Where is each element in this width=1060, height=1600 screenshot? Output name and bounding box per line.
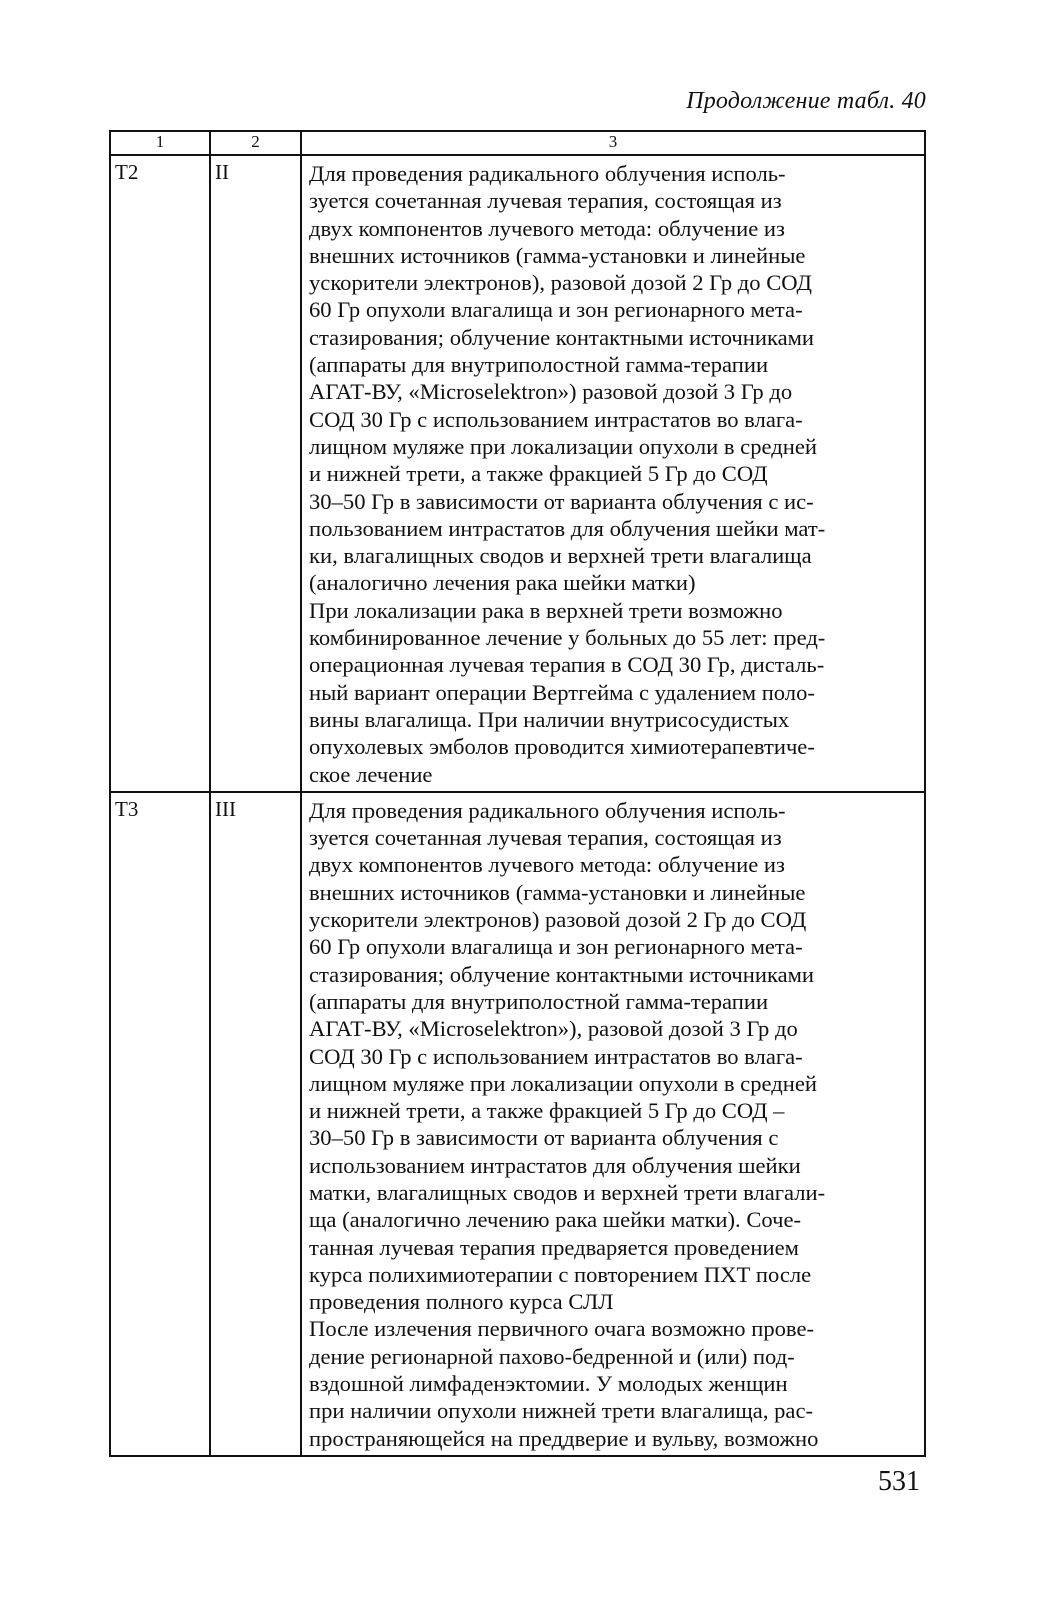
- text-line: операционная лучевая терапия в СОД 30 Гр, дисталь-: [309, 652, 825, 678]
- text-line: танная лучевая терапия предваряется проведением: [309, 1234, 799, 1260]
- text-line: СОД 30 Гр с использованием интрастатов во влага-: [309, 406, 803, 432]
- text-line: стазирования; облучение контактными источниками: [309, 961, 815, 987]
- text-line: (аппараты для внутриполостной гамма-терапии: [309, 988, 769, 1014]
- text-line: пользованием интрастатов для облучения шейки мат-: [309, 515, 826, 541]
- text-line: дение регионарной пахово-бедренной и (или) под-: [309, 1343, 795, 1369]
- text-line: при наличии опухоли нижней трети влагалища, рас-: [309, 1398, 814, 1424]
- text-line: и нижней трети, а также фракцией 5 Гр до СОД: [309, 461, 768, 487]
- text-line: лищном муляже при локализации опухоли в средней: [309, 433, 817, 459]
- text-line: (аппараты для внутриполостной гамма-терапии: [309, 352, 769, 378]
- text-line: 30–50 Гр в зависимости от варианта облучения с: [309, 1125, 779, 1151]
- text-line: 60 Гр опухоли влагалища и зон регионарного мета-: [309, 934, 803, 960]
- text-line: зуется сочетанная лучевая терапия, состоящая из: [309, 825, 782, 851]
- text-line: использованием интрастатов для облучения шейки: [309, 1152, 801, 1178]
- text-line: ускорители электронов) разовой дозой 2 Гр до СОД: [309, 907, 807, 933]
- column-header-3: 3: [301, 131, 925, 155]
- treatment-paragraph: [309, 797, 918, 1316]
- text-line: внешних источников (гамма-установки и линейные: [309, 879, 806, 905]
- text-line: ускорители электронов), разовой дозой 2 Гр до СОД: [309, 270, 812, 296]
- treatment-table: [109, 130, 926, 1457]
- text-line: ща (аналогично лечению рака шейки матки). Соче-: [309, 1207, 802, 1233]
- text-line: опухолевых эмболов проводится химиотерапевтиче-: [309, 734, 815, 760]
- treatment-paragraph: [309, 1315, 918, 1451]
- tnm-stage-cell: T2: [110, 155, 210, 792]
- text-line: АГАТ-ВУ, «Microselektron»), разовой дозой 3 Гр до: [309, 1016, 798, 1042]
- treatment-description-cell: [301, 792, 925, 1456]
- treatment-description-cell: [301, 155, 925, 792]
- treatment-paragraph: [309, 597, 918, 788]
- figo-stage-cell: II: [210, 155, 301, 792]
- column-header-2: 2: [210, 131, 301, 155]
- tnm-stage-cell: T3: [110, 792, 210, 1456]
- text-line: СОД 30 Гр с использованием интрастатов во влага-: [309, 1043, 803, 1069]
- table-continuation-caption: Продолжение табл. 40: [686, 88, 926, 114]
- text-line: АГАТ-ВУ, «Microselektron») разовой дозой 3 Гр до: [309, 379, 793, 405]
- text-line: двух компонентов лучевого метода: облучение из: [309, 215, 785, 241]
- treatment-paragraph: [309, 160, 918, 597]
- text-line: зуется сочетанная лучевая терапия, состоящая из: [309, 188, 782, 214]
- table-row: [110, 792, 925, 1456]
- text-line: (аналогично лечения рака шейки матки): [309, 570, 696, 596]
- text-line: ки, влагалищных сводов и верхней трети влагалища: [309, 543, 812, 569]
- text-line: внешних источников (гамма-установки и линейные: [309, 242, 806, 268]
- text-line: лищном муляже при локализации опухоли в средней: [309, 1070, 817, 1096]
- table-header-row: [110, 131, 925, 155]
- text-line: ское лечение: [309, 761, 433, 787]
- figo-stage-cell: III: [210, 792, 301, 1456]
- text-line: ный вариант операции Вертгейма с удалением поло-: [309, 679, 815, 705]
- page-number: 531: [878, 1466, 920, 1497]
- text-line: стазирования; облучение контактными источниками: [309, 324, 815, 350]
- text-line: 30–50 Гр в зависимости от варианта облучения с ис-: [309, 488, 814, 514]
- table-row: [110, 155, 925, 792]
- text-line: вздошной лимфаденэктомии. У молодых женщин: [309, 1371, 788, 1397]
- text-line: вины влагалища. При наличии внутрисосудистых: [309, 706, 790, 732]
- column-header-1: 1: [110, 131, 210, 155]
- text-line: Для проведения радикального облучения исполь-: [309, 161, 786, 186]
- text-line: проведения полного курса СЛЛ: [309, 1289, 614, 1315]
- text-line: Для проведения радикального облучения исполь-: [309, 797, 786, 823]
- text-line: 60 Гр опухоли влагалища и зон регионарного мета-: [309, 297, 803, 323]
- text-line: комбинированное лечение у больных до 55 лет: пред-: [309, 625, 826, 651]
- text-line: матки, влагалищных сводов и верхней трети влагали-: [309, 1179, 826, 1205]
- text-line: При локализации рака в верхней трети возможно: [309, 597, 783, 623]
- text-line: двух компонентов лучевого метода: облучение из: [309, 852, 785, 878]
- text-line: курса полихимиотерапии с повторением ПХТ после: [309, 1261, 812, 1287]
- text-line: пространяющейся на преддверие и вульву, возможно: [309, 1425, 819, 1451]
- text-line: и нижней трети, а также фракцией 5 Гр до СОД –: [309, 1098, 785, 1124]
- text-line: После излечения первичного очага возможно прове-: [309, 1316, 815, 1342]
